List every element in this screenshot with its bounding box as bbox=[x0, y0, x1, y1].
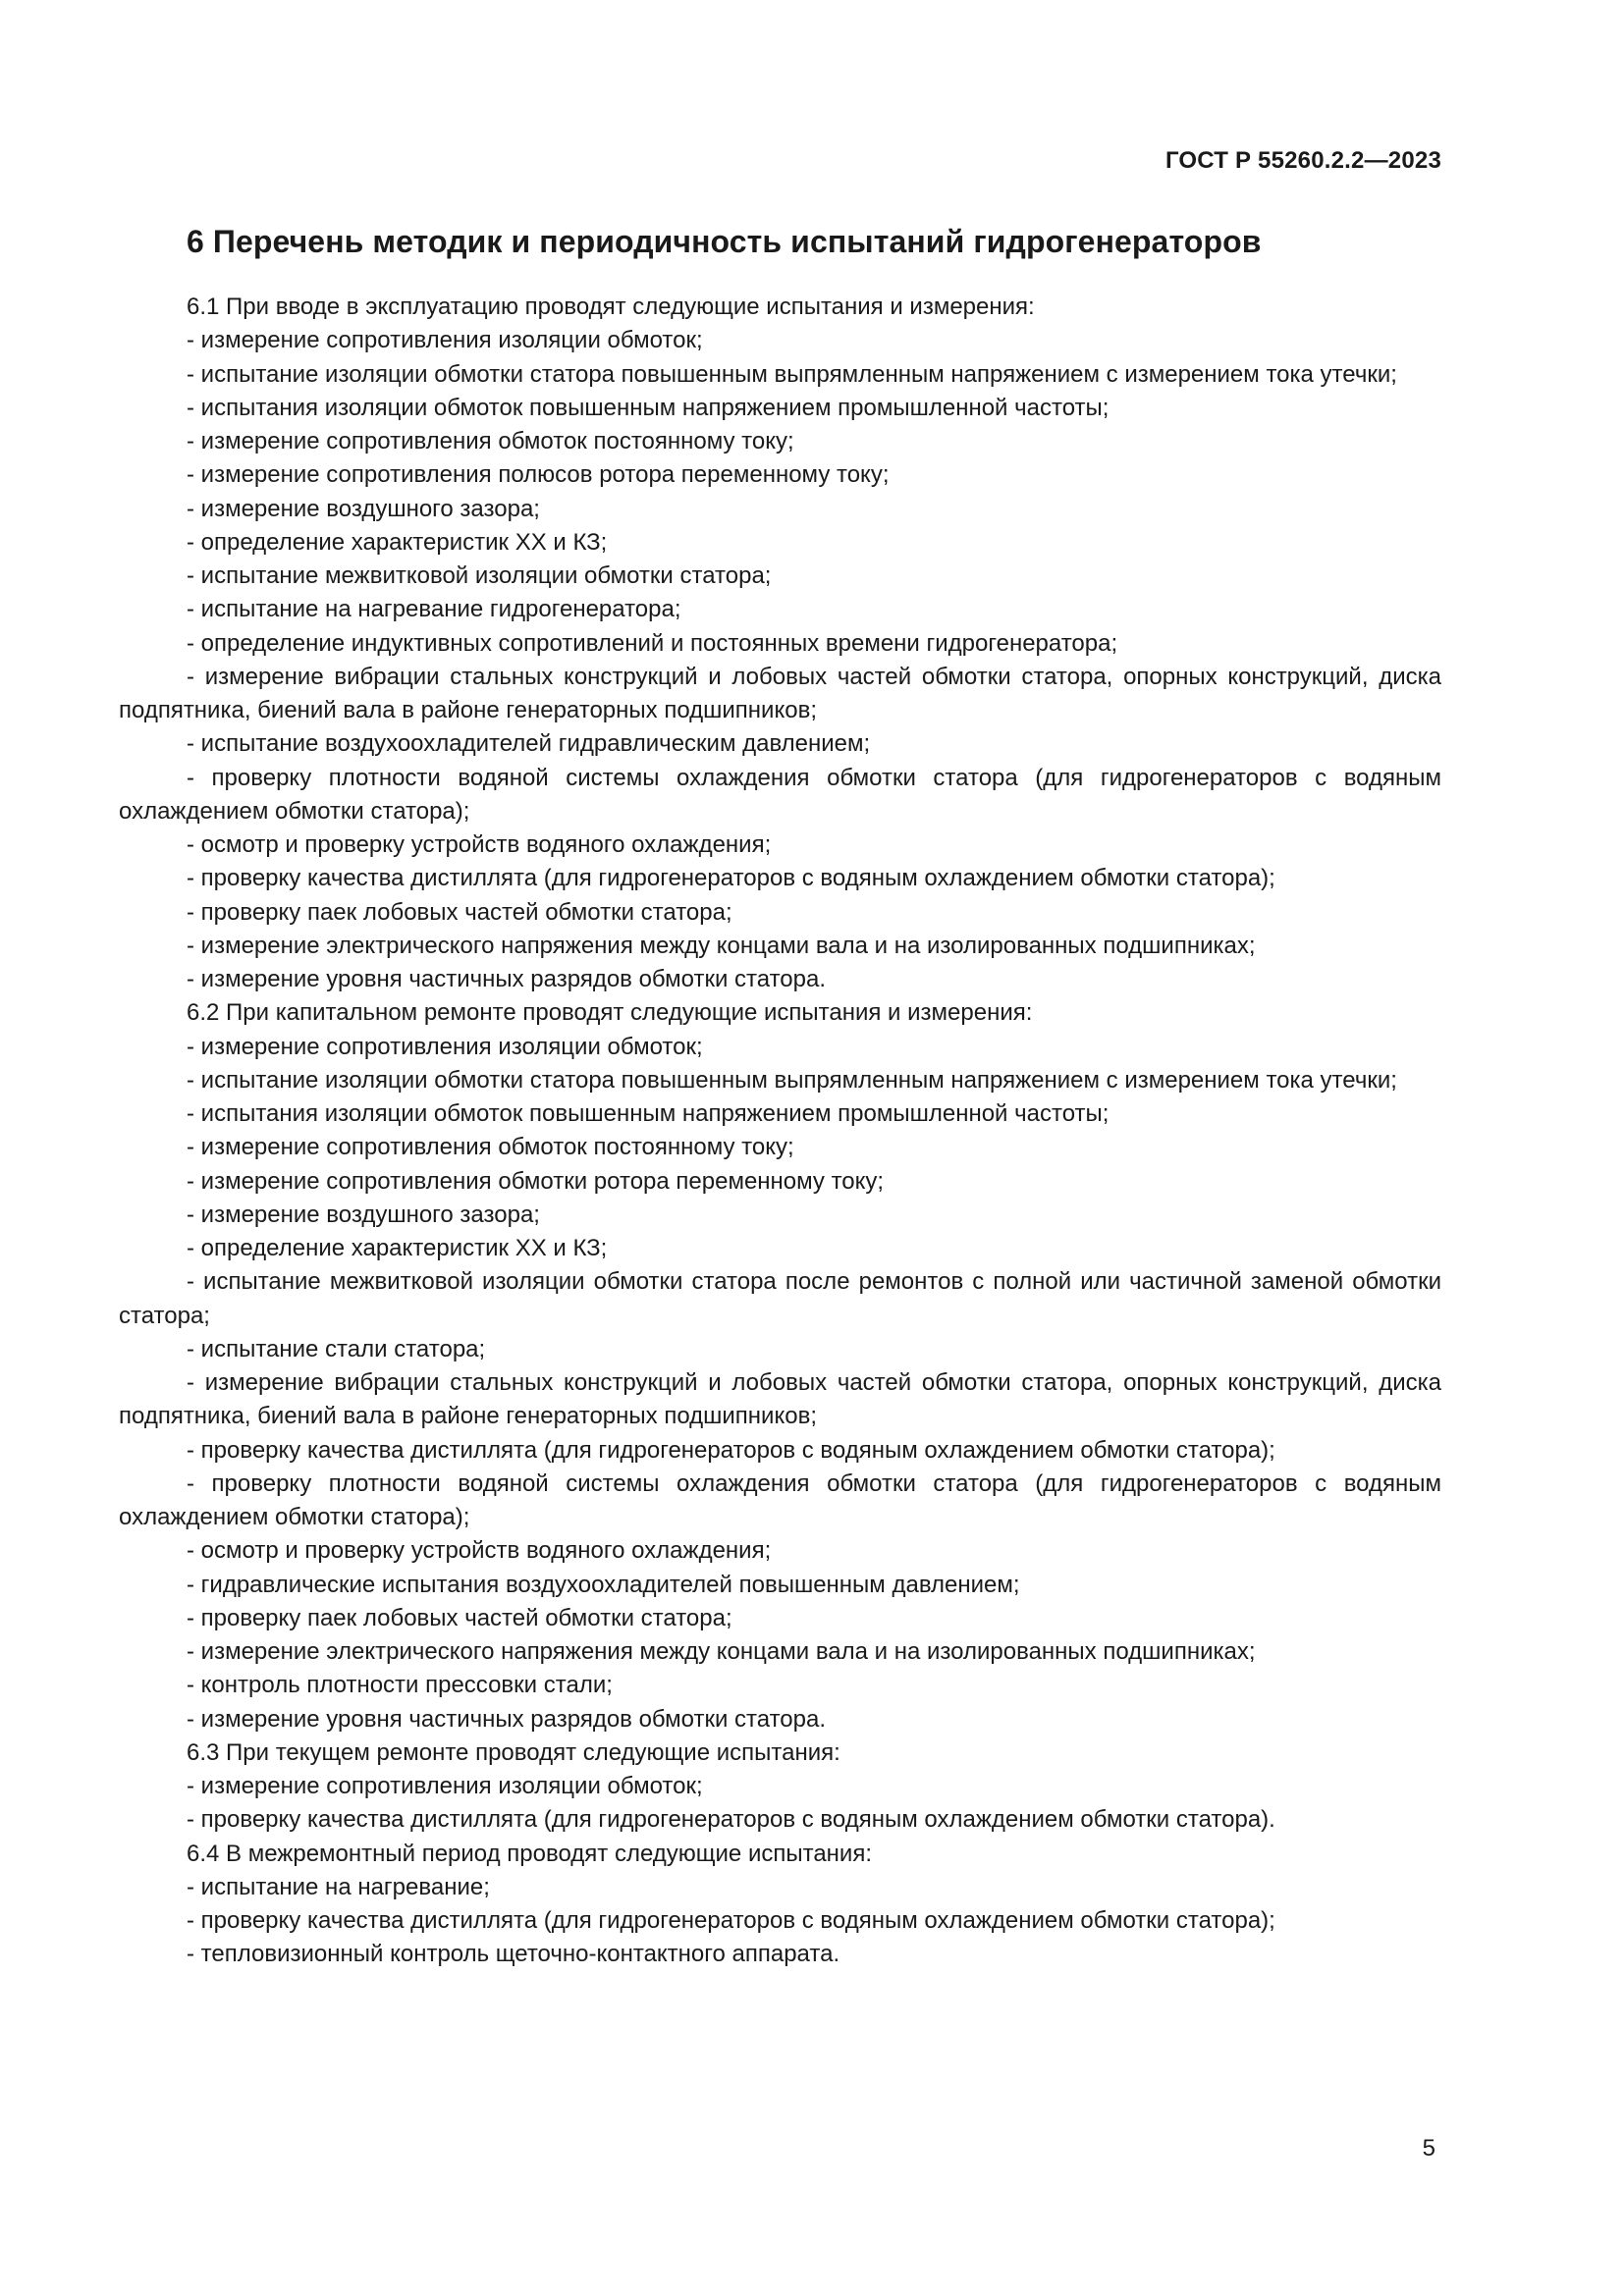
paragraph: - гидравлические испытания воздухоохладителей повышенным давлением; bbox=[187, 1571, 1020, 1598]
paragraph: - проверку качества дистиллята (для гидрогенераторов с водяным охлаждением обмотки статора). bbox=[187, 1806, 1275, 1834]
paragraph: - измерение сопротивления изоляции обмоток; bbox=[187, 1033, 703, 1060]
document-code: ГОСТ Р 55260.2.2—2023 bbox=[1164, 147, 1441, 174]
paragraph: - проверку качества дистиллята (для гидрогенераторов с водяным охлаждением обмотки статора); bbox=[187, 1907, 1275, 1934]
page-number: 5 bbox=[1422, 2135, 1435, 2162]
paragraph: - определение характеристик ХХ и КЗ; bbox=[187, 528, 608, 556]
paragraph: - проверку паек лобовых частей обмотки статора; bbox=[187, 898, 732, 926]
paragraph: - измерение электрического напряжения между концами вала и на изолированных подшипниках; bbox=[187, 1638, 1256, 1665]
paragraph: 6.3 При текущем ремонте проводят следующие испытания: bbox=[187, 1738, 840, 1766]
paragraph: - испытания изоляции обмоток повышенным напряжением промышленной частоты; bbox=[187, 1100, 1110, 1127]
paragraph: - определение характеристик ХХ и КЗ; bbox=[187, 1235, 608, 1261]
paragraph: - осмотр и проверку устройств водяного охлаждения; bbox=[187, 1537, 772, 1565]
paragraph: - измерение вибрации стальных конструкций и лобовых частей обмотки статора, опорных конструкций, диска подпятника, биений вала в районе генераторных подшипников; bbox=[119, 1369, 1441, 1430]
paragraph: - осмотр и проверку устройств водяного охлаждения; bbox=[187, 831, 772, 858]
paragraph: - проверку качества дистиллята (для гидрогенераторов с водяным охлаждением обмотки статора); bbox=[187, 865, 1275, 892]
paragraph: - определение индуктивных сопротивлений и постоянных времени гидрогенератора; bbox=[187, 629, 1118, 657]
paragraph: - проверку плотности водяной системы охлаждения обмотки статора (для гидрогенераторов с водяным охлаждением обмотки статора); bbox=[119, 1469, 1441, 1530]
paragraph: 6.4 В межремонтный период проводят следующие испытания: bbox=[187, 1840, 872, 1867]
paragraph: - измерение воздушного зазора; bbox=[187, 1201, 540, 1228]
paragraph: - проверку плотности водяной системы охлаждения обмотки статора (для гидрогенераторов с водяным охлаждением обмотки статора); bbox=[119, 764, 1441, 825]
paragraph: - тепловизионный контроль щеточно-контактного аппарата. bbox=[187, 1941, 840, 1968]
paragraph: - испытание стали статора; bbox=[187, 1335, 486, 1362]
paragraph: - измерение сопротивления обмоток постоянному току; bbox=[187, 428, 794, 454]
paragraph: - измерение сопротивления обмотки ротора переменному току; bbox=[187, 1167, 885, 1195]
paragraph: - измерение сопротивления полюсов ротора переменному току; bbox=[187, 461, 890, 489]
paragraph: - измерение уровня частичных разрядов обмотки статора. bbox=[187, 966, 827, 992]
paragraph: - измерение воздушного зазора; bbox=[187, 495, 540, 522]
paragraph: - испытание на нагревание; bbox=[187, 1873, 490, 1900]
paragraph: - проверку паек лобовых частей обмотки статора; bbox=[187, 1604, 732, 1631]
section-title: 6 Перечень методик и периодичность испытаний гидрогенераторов bbox=[187, 224, 1262, 259]
paragraph: - измерение уровня частичных разрядов обмотки статора. bbox=[187, 1705, 827, 1733]
paragraph: - испытание изоляции обмотки статора повышенным выпрямленным напряжением с измерением тока утечки; bbox=[187, 1066, 1397, 1094]
paragraph: - испытание на нагревание гидрогенератора; bbox=[187, 596, 681, 623]
paragraph: 6.1 При вводе в эксплуатацию проводят следующие испытания и измерения: bbox=[187, 294, 1035, 320]
paragraph: 6.2 При капитальном ремонте проводят следующие испытания и измерения: bbox=[187, 999, 1033, 1027]
paragraph: - испытания изоляции обмоток повышенным напряжением промышленной частоты; bbox=[187, 394, 1110, 421]
paragraph: - испытание изоляции обмотки статора повышенным выпрямленным напряжением с измерением тока утечки; bbox=[187, 360, 1397, 388]
paragraph: - измерение сопротивления обмоток постоянному току; bbox=[187, 1134, 794, 1161]
paragraph: - испытание межвитковой изоляции обмотки статора после ремонтов с полной или частичной заменой обмотки статора; bbox=[119, 1268, 1441, 1329]
paragraph: - контроль плотности прессовки стали; bbox=[187, 1672, 613, 1699]
paragraph: - измерение электрического напряжения между концами вала и на изолированных подшипниках; bbox=[187, 932, 1256, 959]
section-body bbox=[119, 291, 1441, 1972]
paragraph: - проверку качества дистиллята (для гидрогенераторов с водяным охлаждением обмотки статора); bbox=[187, 1436, 1275, 1464]
paragraph: - измерение сопротивления изоляции обмоток; bbox=[187, 1773, 703, 1799]
paragraph: - испытание межвитковой изоляции обмотки статора; bbox=[187, 562, 772, 589]
paragraph: - испытание воздухоохладителей гидравлическим давлением; bbox=[187, 730, 871, 758]
paragraph: - измерение сопротивления изоляции обмоток; bbox=[187, 327, 703, 354]
paragraph: - измерение вибрации стальных конструкций и лобовых частей обмотки статора, опорных конструкций, диска подпятника, биений вала в районе генераторных подшипников; bbox=[119, 663, 1441, 723]
